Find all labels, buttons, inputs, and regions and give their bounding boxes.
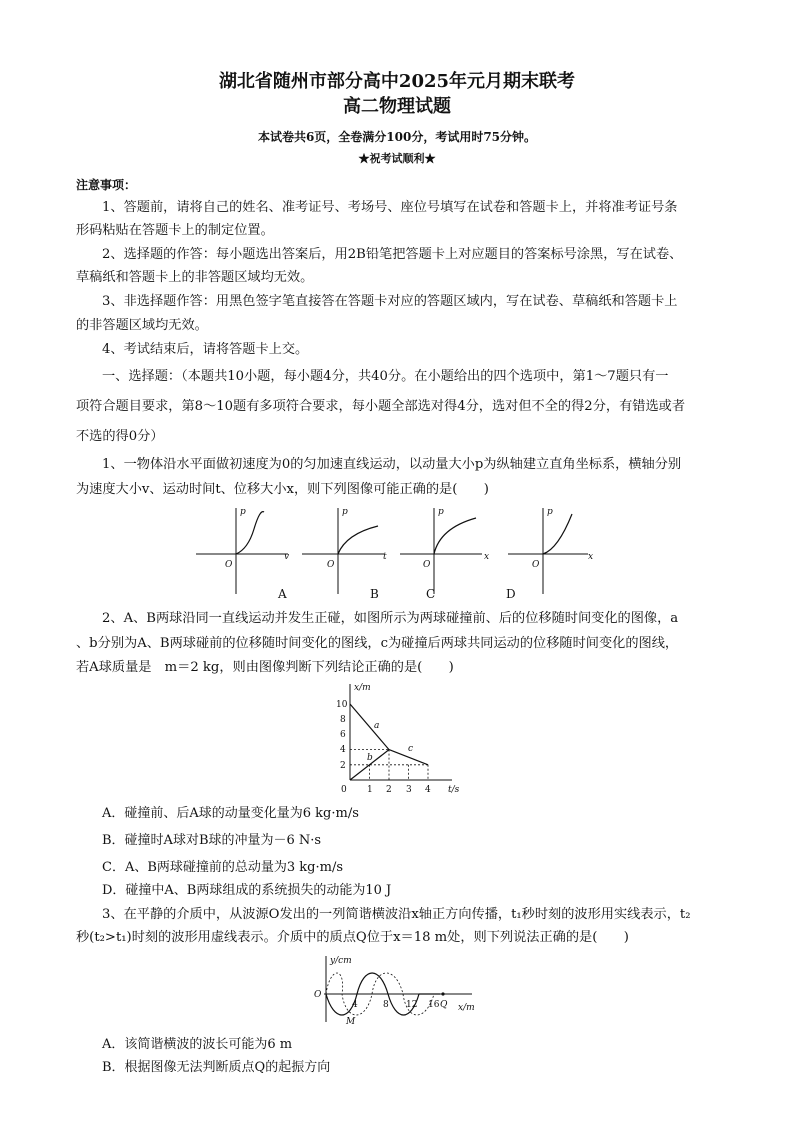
- notice-line: 形码粘贴在答题卡上的制定位置。: [76, 223, 274, 238]
- q1-b-label: B: [370, 587, 379, 601]
- q2-option-d: D．碰撞中A、B两球组成的系统损失的动能为10 J: [102, 883, 392, 898]
- notice-line: 4、考试结束后，请将答题卡上交。: [102, 342, 309, 357]
- q2-origin: 0: [341, 785, 347, 795]
- section1-line: 一、选择题：（本题共10小题，每小题4分，共40分。在小题给出的四个选项中，第1～7题只有一: [102, 369, 669, 384]
- q1-graph-b: [302, 507, 387, 601]
- q2-ytick: 8: [340, 715, 346, 725]
- q3-graph: [310, 952, 485, 1028]
- q1-a-origin: O: [225, 560, 233, 570]
- q2-line: 若A球质量是 m＝2 kg，则由图像判断下列结论正确的是( ): [76, 660, 454, 675]
- q2-xtick: 2: [386, 785, 392, 795]
- exam-title-line2: 高二物理试题: [343, 96, 451, 117]
- q2-xtick: 4: [425, 785, 431, 795]
- q1-d-label: D: [506, 587, 516, 601]
- q1-c-label: C: [426, 587, 436, 601]
- q2-label-a: a: [374, 721, 380, 731]
- q3-xaxis: x/m: [458, 1003, 475, 1013]
- q2-ytick: 10: [336, 700, 348, 710]
- notice-heading: 注意事项：: [76, 178, 137, 192]
- q2-option-b: B．碰撞时A球对B球的冲量为－6 N·s: [102, 833, 322, 848]
- q3-xtick: 12: [406, 1000, 418, 1010]
- section1-line: 不选的得0分）: [76, 429, 164, 444]
- q2-label-c: c: [408, 744, 414, 754]
- q1-b-xaxis: t: [383, 552, 387, 562]
- q2-ytick: 2: [340, 761, 346, 771]
- q1-c-origin: O: [423, 560, 431, 570]
- q1-line: 为速度大小v、运动时间t、位移大小x，则下列图像可能正确的是( ): [76, 482, 489, 497]
- q1-c-xaxis: x: [484, 552, 490, 562]
- q1-a-label: A: [278, 587, 287, 601]
- notice-line: 1、答题前，请将自己的姓名、准考证号、考场号、座位号填写在试卷和答题卡上，并将准考证号条: [102, 200, 678, 215]
- q1-graph-c: [400, 507, 489, 601]
- q3-option-b: B．根据图像无法判断质点Q的起振方向: [102, 1060, 331, 1075]
- q1-graph-d: [506, 507, 593, 601]
- notice-line: 2、选择题的作答：每小题选出答案后，用2B铅笔把答题卡上对应题目的答案标号涂黑，写在试卷、: [102, 247, 683, 262]
- q2-graph: [330, 680, 470, 798]
- q2-option-c: C．A、B两球碰撞前的总动量为3 kg·m/s: [102, 860, 344, 875]
- q2-label-b: b: [367, 753, 373, 763]
- q3-line: 3、在平静的介质中，从波源O发出的一列简谐横波沿x轴正方向传播，t₁秒时刻的波形用实线表示，t₂: [102, 907, 691, 922]
- q1-b-yaxis: p: [342, 507, 348, 517]
- notice-line: 草稿纸和答题卡上的非答题区域均无效。: [76, 270, 314, 285]
- q2-xaxis: t/s: [448, 785, 460, 795]
- q3-xtick: 4: [352, 1000, 358, 1010]
- q2-line: 、b分别为A、B两球碰前的位移随时间变化的图线，c为碰撞后两球共同运动的位移随时间变化的图线，: [76, 636, 679, 651]
- q3-xtick: 16: [428, 1000, 440, 1010]
- exam-title-line1: 湖北省随州市部分高中2025年元月期末联考: [218, 71, 576, 92]
- q1-graph-a: [196, 507, 289, 601]
- q3-line: 秒(t₂>t₁)时刻的波形用虚线表示。介质中的质点Q位于x＝18 m处，则下列说法正确的是( ): [76, 930, 629, 945]
- q1-b-origin: O: [327, 560, 335, 570]
- q1-a-yaxis: p: [240, 507, 246, 517]
- q3-yaxis: y/cm: [330, 956, 352, 966]
- q3-origin: O: [314, 990, 322, 1000]
- q1-graphs: [188, 504, 608, 604]
- q2-yaxis: x/m: [354, 683, 371, 693]
- q2-option-a: A．碰撞前、后A球的动量变化量为6 kg·m/s: [102, 806, 359, 821]
- q1-a-xaxis: v: [284, 552, 290, 562]
- q2-ytick: 6: [340, 730, 346, 740]
- notice-line: 3、非选择题作答：用黑色签字笔直接答在答题卡对应的答题区域内，写在试卷、草稿纸和答题卡上: [102, 294, 678, 309]
- q2-ytick: 4: [340, 745, 346, 755]
- q1-d-origin: O: [532, 560, 540, 570]
- notice-line: 的非答题区域均无效。: [76, 318, 208, 333]
- q3-point-m: M: [346, 1017, 356, 1027]
- q2-xtick: 3: [406, 785, 412, 795]
- q3-xtick: 8: [383, 1000, 389, 1010]
- q2-line: 2、A、B两球沿同一直线运动并发生正碰，如图所示为两球碰撞前、后的位移随时间变化的图像，a: [102, 611, 679, 626]
- q1-d-yaxis: p: [547, 507, 553, 517]
- section1-line: 项符合题目要求，第8～10题有多项符合要求，每小题全部选对得4分，选对但不全的得2分，有错选或者: [76, 399, 686, 414]
- q3-point-q: Q: [440, 1000, 448, 1010]
- q2-xtick: 1: [367, 785, 373, 795]
- exam-subtitle: 本试卷共6页，全卷满分100分，考试用时75分钟。: [257, 130, 537, 144]
- q1-d-xaxis: x: [588, 552, 594, 562]
- q1-line: 1、一物体沿水平面做初速度为0的匀加速直线运动，以动量大小p为纵轴建立直角坐标系，横轴分别: [102, 457, 682, 472]
- q3-option-a: A．该简谐横波的波长可能为6 m: [102, 1037, 293, 1052]
- q1-c-yaxis: p: [438, 507, 444, 517]
- secret-mark: ★祝考试顺利★: [358, 152, 436, 165]
